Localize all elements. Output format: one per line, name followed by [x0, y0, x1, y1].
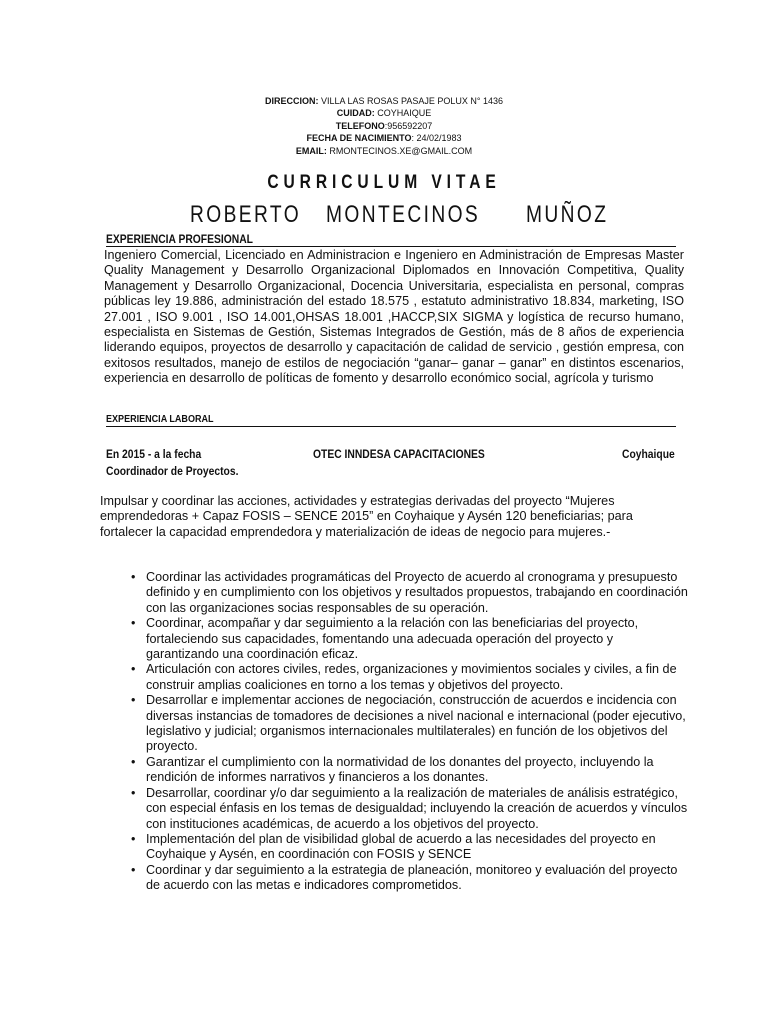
bullet-icon: • — [131, 693, 136, 708]
address-line — [0, 95, 768, 107]
first-name: ROBERTO — [190, 201, 302, 228]
contact-block — [0, 95, 768, 157]
birthdate-label: FECHA DE NACIMIENTO — [306, 133, 412, 144]
last-name: MUÑOZ — [526, 201, 609, 228]
job-period: En 2015 - a la fecha — [106, 447, 202, 461]
bullet-icon: • — [131, 831, 136, 846]
email-value: RMONTECINOS.XE@GMAIL.COM — [326, 145, 473, 156]
address-label: DIRECCION: — [264, 96, 319, 106]
job-city: Coyhaique — [622, 447, 675, 461]
list-item: • Garantizar el cumplimiento con la normatividad de los donantes del proyecto, incluyendo la rendición de informes narrativos y financieros a los donantes. — [131, 754, 654, 785]
job-summary: Impulsar y coordinar las acciones, actividades y estrategias derivadas del proyecto “Mujeres emprendedoras + Capaz FOSIS – SENCE 2015” en Coyhaique y Aysén 120 beneficiarias; para fortalecer la capacidad emprendedora y materialización de ideas de negocio para mujeres.- — [100, 494, 633, 539]
document-title: CURRICULUM VITAE — [267, 172, 501, 193]
bullet-icon: • — [131, 662, 136, 677]
city-value: COYHAIQUE — [374, 108, 432, 119]
job-company: OTEC INNDESA CAPACITACIONES — [313, 447, 485, 461]
city-label: CUIDAD: — [336, 108, 375, 119]
bullet-icon: • — [131, 862, 136, 877]
phone-line — [0, 120, 768, 132]
middle-name: MONTECINOS — [326, 201, 481, 228]
birthdate-line — [0, 132, 768, 144]
phone-label: TELEFONO — [335, 120, 385, 131]
list-item: • Desarrollar, coordinar y/o dar seguimiento a la realización de materiales de análisis estratégico, con especial énfasis en los temas de desigualdad; incluyendo la creación de acuerdos y vínculos con instituciones académicas, de acuerdo a los objetivos del proyecto. — [131, 785, 688, 831]
bullet-icon: • — [131, 785, 136, 800]
list-item: • Coordinar y dar seguimiento a la estrategia de planeación, monitoreo y evaluación del proyecto de acuerdo con las metas e indicadores comprometidos. — [131, 862, 678, 893]
city-line — [0, 107, 768, 119]
bullet-icon: • — [131, 754, 136, 769]
professional-heading: EXPERIENCIA PROFESIONAL — [106, 232, 676, 247]
email-label: EMAIL: — [295, 145, 327, 156]
list-item: • Coordinar, acompañar y dar seguimiento a la relación con las beneficiarias del proyecto, fortaleciendo sus capacidades, fomentando una adecuada operación del proyecto y garantizando una coordinación eficaz. — [131, 616, 639, 662]
list-item: • Implementación del plan de visibilidad global de acuerdo a las necesidades del proyecto en Coyhaique y Aysén, en coordinación con FOSIS y SENCE — [131, 831, 656, 862]
address-value: VILLA LAS ROSAS PASAJE POLUX N° 1436 — [318, 96, 504, 106]
list-item: • Coordinar las actividades programáticas del Proyecto de acuerdo al cronograma y presupuesto definido y en cumplimiento con los objetivos y resultados propuestos, trabajando en coordinación con las organizaciones socias responsables de su operación. — [131, 570, 688, 615]
bullet-icon: • — [131, 570, 136, 584]
task-list — [128, 570, 688, 894]
list-item: • Desarrollar e implementar acciones de negociación, construcción de acuerdos e incidencia con diversas instancias de tomadores de decisiones a nivel nacional e internacional (poder ejecutivo, legislativo y judicial; organismos internacionales multilaterales) en función de los objetivos del proyecto. — [131, 693, 686, 754]
birthdate-value: : 24/02/1983 — [411, 133, 462, 144]
professional-summary: Ingeniero Comercial, Licenciado en Administracion e Ingeniero en Administración de Empresas Master Quality Management y Desarrollo Organizacional Diplomados en Innovación Competitiva, Quality Management y Desarrollo Organizacional, Docencia Universitaria, especialista en personal, compras públicas ley 19.886, administración del estado 18.575 , estatuto administrativo 18.834, marketing, ISO 27.001 , ISO 9.001 , ISO 14.001,OHSAS 18.001 ,HACCP,SIX SIGMA y logística de recurso humano, especialista en Sistemas de Gestión, Sistemas Integrados de Gestión, más de 8 años de experiencia liderando equipos, proyectos de desarrollo y capacitación de calidad de servicio , gestión empresa, con exitosos resultados, manejo de estilos de negociación “ganar– ganar – ganar” en distintos escenarios, experiencia en desarrollo de políticas de fomento y desarrollo económico social, agrícola y turismo — [104, 248, 684, 386]
bullet-icon: • — [131, 616, 136, 631]
work-heading: EXPERIENCIA LABORAL — [106, 412, 676, 427]
email-line — [0, 145, 768, 157]
phone-value: :956592207 — [384, 120, 433, 131]
list-item: • Articulación con actores civiles, redes, organizaciones y movimientos sociales y civiles, a fin de construir amplias coaliciones en torno a los temas y objetivos del proyecto. — [131, 662, 677, 692]
job-role: Coordinador de Proyectos. — [106, 464, 239, 478]
